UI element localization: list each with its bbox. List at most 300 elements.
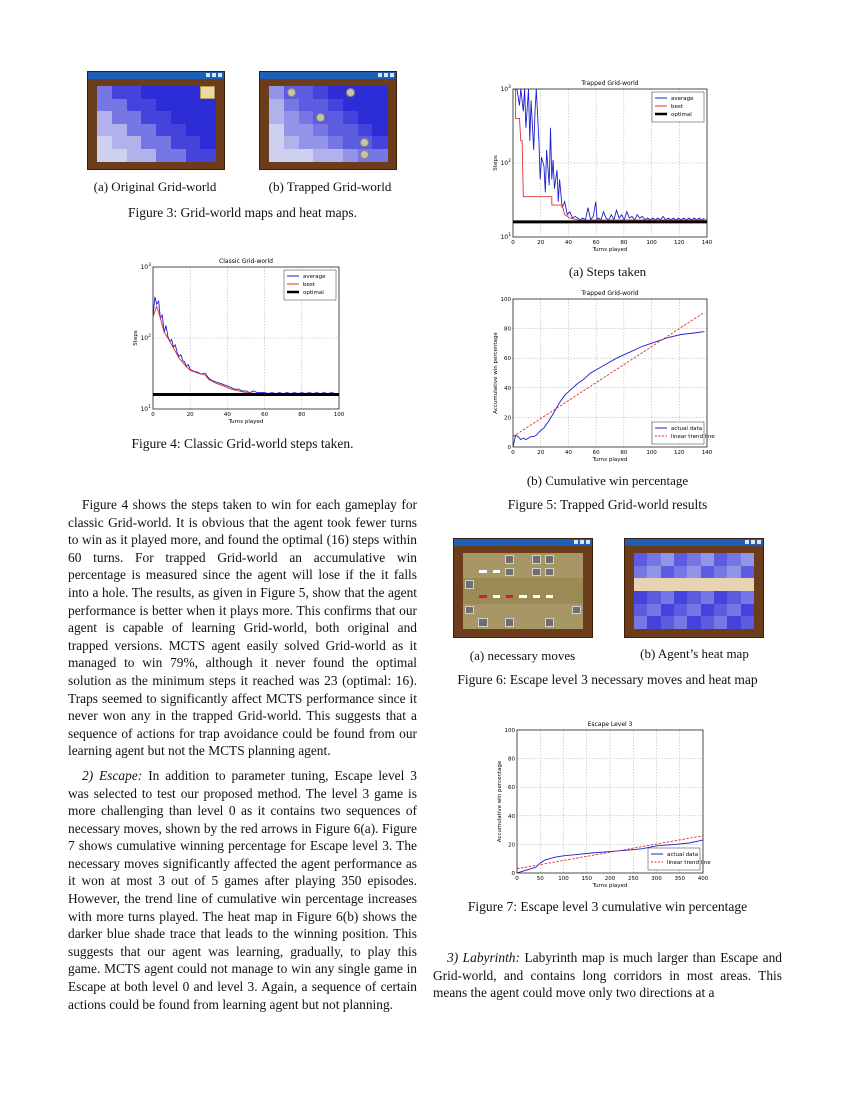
x-tick-label: 20 [186,412,194,418]
x-tick-label: 80 [298,412,306,418]
map-cell [674,578,688,591]
x-tick-label: 350 [674,876,685,882]
x-tick-label: 120 [674,450,685,456]
map-cell [714,578,728,591]
map-cell [741,553,755,566]
maximize-icon [384,73,388,77]
map-cell [284,136,299,149]
map-cell [741,604,755,617]
paragraph-grid-world-results: Figure 4 shows the steps taken to win for each gameplay for classic Grid-world. It is obvious that the agent took fewer turns to win as it played more, and found the optimal (16) steps within 60 turns. For trapped Grid-world an accumulative win percentage is measured since the agent will lose if the it falls into a hole. The results, as given in Figure 5, show that the agent performance is better when it plays more. This confirms that our agent is capable of learning Grid-world, both original and trapped versions. MCTS agent easily solved Grid-world as it managed to win 79%, although it never found the optimal solution as the minimum steps it reached was 23 (optimal: 16). Traps seemed to significantly affect MCTS performance since it never won any in the trapped Grid-world. This suggests that a sequence of actions for trap avoidance could be found from our learning agent but not the MCTS planning agent. [68,497,417,759]
box-icon [505,555,514,564]
x-axis-label: Turns played [592,883,628,889]
map-cell [186,136,201,149]
y-axis-label: Steps [493,155,499,171]
paragraph-labyrinth [433,949,782,1002]
x-tick-label: 100 [646,240,657,246]
figure5-caption: Figure 5: Trapped Grid-world results [507,497,708,512]
map-cell [701,566,715,579]
map-cell [516,553,530,566]
map-cell [299,86,314,99]
escape-heading: 2) Escape: [82,767,143,783]
x-tick-label: 40 [564,240,572,246]
x-tick-label: 0 [515,876,519,882]
y-tick-label: 0 [511,871,515,877]
map-cell [701,604,715,617]
trap-hole-icon [287,88,296,97]
map-cell [741,578,755,591]
trap-hole-icon [346,88,355,97]
map-cell [463,591,477,604]
window-title-bar [88,72,224,79]
map-cell [463,566,477,579]
map-cell [674,591,688,604]
map-cell [269,124,284,137]
map-cell [112,149,127,162]
x-tick-label: 20 [537,240,545,246]
map-cell [171,136,186,149]
minimize-icon [378,73,382,77]
map-cell [97,99,112,112]
map-cell [156,99,171,112]
window-title-bar [454,539,592,546]
window-title-bar [625,539,763,546]
map-cell [372,136,387,149]
figure7-caption: Figure 7: Escape level 3 cumulative win percentage [467,899,748,914]
labyrinth-body: Labyrinth map is much larger than Escape and Grid-world, and contains long corridors in most areas. This means the agent could move only two directions at a [433,950,782,1001]
x-tick-label: 120 [674,240,685,246]
map-cell [328,124,343,137]
x-tick-label: 80 [620,240,628,246]
box-icon [532,568,541,577]
map-cell [543,578,557,591]
box-icon [545,618,554,627]
map-cell [530,604,544,617]
map-cell [313,136,328,149]
legend-label: actual data [671,426,703,432]
map-cell [516,566,530,579]
map-cell [171,111,186,124]
map-cell [269,149,284,162]
x-tick-label: 300 [651,876,662,882]
y-tick-label: 100 [500,297,511,303]
box-icon [572,606,581,615]
map-cell [570,578,584,591]
map-cell [269,136,284,149]
map-cell [200,99,215,112]
y-tick-label: 20 [504,415,511,422]
map-cell [727,616,741,629]
map-cell [570,566,584,579]
minimize-icon [574,540,578,544]
y-tick-label: 80 [504,326,511,333]
map-cell [112,124,127,137]
map-cell [284,111,299,124]
map-cell [328,86,343,99]
map-cell [141,136,156,149]
map-cell [556,566,570,579]
arrow-icon [479,570,486,573]
map-cell [634,591,648,604]
map-cell [661,591,675,604]
x-tick-label: 20 [537,450,545,456]
map-cell [503,604,517,617]
chart-title: Escape Level 3 [587,721,633,728]
trap-hole-icon [316,113,325,122]
figure7-chart [490,718,720,893]
map-cell [727,604,741,617]
map-cell [328,111,343,124]
map-cell [674,604,688,617]
map-cell [516,616,530,629]
map-cell [372,149,387,162]
x-tick-label: 40 [223,412,231,418]
figure4-chart [125,250,350,430]
box-icon [532,555,541,564]
escape-heat-map-screenshot [624,538,764,638]
map-cell [156,124,171,137]
y-tick-label: $10^1$ [140,405,151,413]
figure4-caption: Figure 4: Classic Grid-world steps taken. [131,436,354,451]
x-axis-label: Turns played [228,419,264,425]
map-cell [687,553,701,566]
chart-title: Trapped Grid-world [581,290,639,297]
map-cell [284,99,299,112]
trapped-grid-world-screenshot [259,71,397,170]
chart-title: Trapped Grid-world [581,80,639,87]
map-cell [530,578,544,591]
figure6-caption: Figure 6: Escape level 3 necessary moves and heat map [457,672,758,687]
x-tick-label: 50 [536,876,544,882]
minimize-icon [745,540,749,544]
map-cell [647,616,661,629]
map-cell [661,553,675,566]
map-cell [186,124,201,137]
map-cell [570,616,584,629]
right-column-text [433,949,782,1002]
map-cell [634,604,648,617]
map-cell [661,566,675,579]
map-cell [171,149,186,162]
map-cell [372,99,387,112]
legend-label: average [303,274,326,280]
arrow-icon [493,570,500,573]
map-cell [701,578,715,591]
map-cell [503,578,517,591]
map-cell [313,86,328,99]
left-column-text [68,496,417,1013]
x-tick-label: 60 [592,240,600,246]
map-cell [112,86,127,99]
arrow-icon [493,595,500,598]
x-tick-label: 40 [564,450,572,456]
y-tick-label: 100 [504,728,515,734]
map-cell [186,149,201,162]
map-cell [358,86,373,99]
original-grid-world-screenshot [87,71,225,170]
map-cell [156,149,171,162]
map-cell [674,566,688,579]
map-cell [714,604,728,617]
y-axis-label: Accumulative win percentage [497,760,503,843]
close-icon [757,540,761,544]
map-cell [661,604,675,617]
legend-label: best [303,282,315,288]
map-cell [112,111,127,124]
x-tick-label: 100 [646,450,657,456]
map-cell [127,111,142,124]
map-cell [687,578,701,591]
legend-label: best [671,104,683,110]
map-cell [156,111,171,124]
map-cell [570,591,584,604]
figure5-subcaption-b: (b) Cumulative win percentage [526,473,689,488]
close-icon [390,73,394,77]
map-cell [634,616,648,629]
map-cell [313,149,328,162]
map-cell [141,86,156,99]
legend-label: linear trend line [671,434,715,440]
map-cell [714,591,728,604]
map-cell [372,124,387,137]
map-cell [127,124,142,137]
map-cell [556,578,570,591]
legend-label: optimal [671,112,692,118]
map-cell [674,616,688,629]
map-cell [687,591,701,604]
map-cell [647,578,661,591]
y-axis-label: Accumulative win percentage [493,332,499,414]
y-tick-label: $10^2$ [140,334,151,342]
map-cell [647,553,661,566]
x-tick-label: 60 [261,412,269,418]
map-cell [556,553,570,566]
map-cell [313,99,328,112]
x-tick-label: 80 [620,450,628,456]
x-axis-label: Turns played [592,457,628,463]
box-icon [505,568,514,577]
map-cell [343,111,358,124]
map-cell [200,136,215,149]
paragraph-escape [68,767,417,1013]
map-cell [647,591,661,604]
map-cell [269,86,284,99]
map-cell [570,553,584,566]
map-cell [313,124,328,137]
figure6-subcaption-a: (a) necessary moves [469,648,576,663]
map-cell [687,616,701,629]
map-cell [463,616,477,629]
map-cell [299,124,314,137]
map-cell [269,111,284,124]
chart-title: Classic Grid-world [219,258,273,265]
close-icon [586,540,590,544]
labyrinth-heading: 3) Labyrinth: [447,950,520,965]
box-icon [465,606,474,615]
y-tick-label: 40 [508,813,515,820]
map-cell [687,566,701,579]
map-cell [556,604,570,617]
x-tick-label: 140 [701,450,713,456]
arrow-icon [519,595,526,598]
y-tick-label: 80 [508,756,515,763]
map-cell [328,99,343,112]
goal-icon [200,86,215,99]
map-cell [741,591,755,604]
map-cell [727,591,741,604]
figure3-subcaption-a: (a) Original Grid-world [93,179,217,194]
escape-body: In addition to parameter tuning, Escape level 3 was selected to test our proposed method. The level 3 game is more challenging than level 0 as it contains two sequences of necessary moves, shown by the red arrows in Figure 6(a). Figure 7 shows cumulative winning percentage for Escape level 3. The necessary moves significantly affected the agent performance as it won at most 3 out of 5 games after playing 350 episodes. However, the trend line of cumulative win percentage increases with more turns played. The heat map in Figure 6(b) shows the darker blue shade trace that leads to the winning position. This suggests that our agent was learning, gradually, to play this game. MCTS agent could not manage to win any single game in Escape at both level 0 and level 3. Again, a sequence of certain actions could be found from learning agent but not planning. [68,767,417,1012]
map-cell [741,566,755,579]
map-cell [727,578,741,591]
map-cell [687,604,701,617]
maximize-icon [580,540,584,544]
figure5-subcaption-a: (a) Steps taken [568,264,647,279]
legend-label: linear trend line [667,860,711,866]
map-cell [112,136,127,149]
box-icon [545,568,554,577]
map-cell [476,578,490,591]
x-tick-label: 100 [333,412,345,418]
map-cell [358,99,373,112]
map-cell [476,604,490,617]
x-tick-label: 150 [581,876,592,882]
map-cell [156,136,171,149]
map-cell [186,86,201,99]
map-cell [714,553,728,566]
y-axis-label: Steps [133,330,139,346]
escape-necessary-moves-screenshot [453,538,593,638]
map-cell [141,124,156,137]
y-tick-label: $10^3$ [140,263,151,271]
map-cell [299,149,314,162]
map-cell [141,99,156,112]
map-cell [97,111,112,124]
x-tick-label: 140 [701,240,713,246]
map-cell [634,566,648,579]
map-cell [634,578,648,591]
map-cell [634,553,648,566]
y-tick-label: 40 [504,385,511,392]
x-tick-label: 100 [558,876,569,882]
map-cell [127,149,142,162]
map-cell [358,124,373,137]
map-cell [328,149,343,162]
legend-label: average [671,96,694,102]
map-cell [299,99,314,112]
map-cell [661,616,675,629]
map-cell [490,604,504,617]
map-cell [186,111,201,124]
map-cell [156,86,171,99]
map-cell [674,553,688,566]
maximize-icon [212,73,216,77]
map-cell [186,99,201,112]
figure5b-chart [488,288,718,468]
map-cell [543,604,557,617]
map-cell [299,136,314,149]
map-cell [171,99,186,112]
arrow-icon [506,595,513,598]
legend-label: actual data [667,852,699,858]
box-icon [465,580,474,589]
map-cell [127,136,142,149]
map-cell [701,591,715,604]
map-cell [284,149,299,162]
minimize-icon [206,73,210,77]
map-cell [269,99,284,112]
map-cell [490,553,504,566]
x-tick-label: 400 [697,876,709,882]
map-cell [328,136,343,149]
y-tick-label: $10^2$ [500,159,511,167]
map-cell [141,149,156,162]
map-cell [463,553,477,566]
map-cell [556,591,570,604]
map-cell [284,124,299,137]
map-cell [516,578,530,591]
y-tick-label: 0 [507,445,511,451]
figure5a-chart [488,70,718,260]
box-icon [478,618,487,627]
map-cell [97,124,112,137]
box-icon [545,555,554,564]
map-cell [358,111,373,124]
x-tick-label: 200 [604,876,616,882]
map-cell [200,124,215,137]
map-cell [127,99,142,112]
map-cell [171,86,186,99]
map-cell [490,616,504,629]
figure3-subcaption-b: (b) Trapped Grid-world [268,179,392,194]
arrow-icon [533,595,540,598]
map-cell [714,566,728,579]
y-tick-label: $10^3$ [500,85,511,93]
maximize-icon [751,540,755,544]
figure6-subcaption-b: (b) Agent’s heat map [640,646,749,661]
x-tick-label: 0 [511,450,515,456]
map-cell [647,604,661,617]
map-cell [661,578,675,591]
map-cell [727,553,741,566]
arrow-icon [546,595,553,598]
map-cell [141,111,156,124]
y-tick-label: $10^1$ [500,233,511,241]
window-title-bar [260,72,396,79]
trap-hole-icon [360,138,369,147]
map-cell [343,124,358,137]
map-cell [516,604,530,617]
y-tick-label: 20 [508,842,515,849]
x-tick-label: 0 [151,412,155,418]
map-cell [714,616,728,629]
x-axis-label: Turns played [592,247,628,253]
legend-label: optimal [303,290,324,296]
y-tick-label: 60 [508,785,515,792]
map-cell [701,553,715,566]
map-cell [200,149,215,162]
x-tick-label: 60 [592,450,600,456]
arrow-icon [479,595,486,598]
map-cell [372,111,387,124]
map-cell [701,616,715,629]
y-tick-label: 60 [504,356,511,363]
map-cell [530,616,544,629]
map-cell [343,149,358,162]
map-cell [97,149,112,162]
map-cell [476,553,490,566]
figure3-caption: Figure 3: Grid-world maps and heat maps. [127,205,358,220]
map-cell [741,616,755,629]
